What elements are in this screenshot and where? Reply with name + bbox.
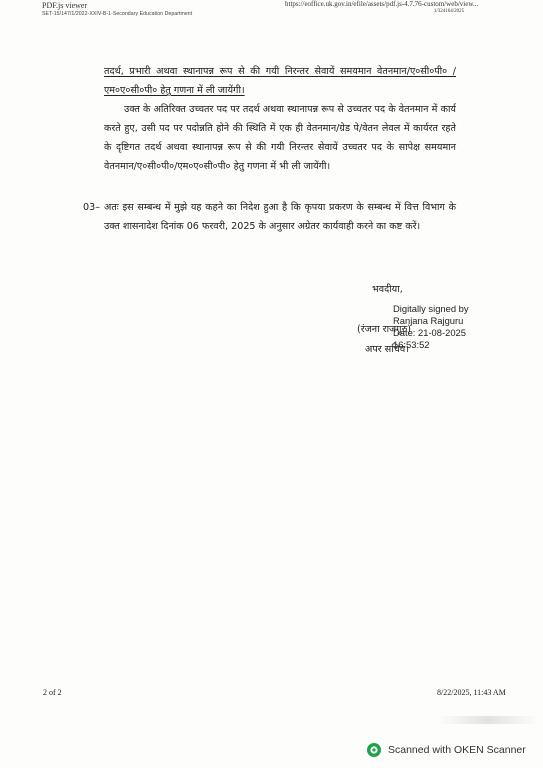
letter-paragraph-1: उक्त के अतिरिक्त उच्चतर पद पर तदर्थ अथवा स्थानापन्न रूप से उच्चतर पद के वेतनमान में कार्य करते हुए, उसी पद पर पदोन्नति होने की स्थिति में एक ही वेतनमान/ग्रेड पे/वेतन लेवल में कार्यरत रहते के दृष्टिगत तदर्थ अथवा स्थानापन्न रूप से की गयी निरन्तर सेवायें उच्चतर पद के सापेक्ष समयमान वेतनमान/ए०सी०पी०/एम०ए०सी०पी० हेतु गणना में भी ली जायेंगी।: [104, 104, 456, 172]
page-reference: 1/324164/2025: [433, 9, 465, 14]
signer-designation: अपर सचिव।: [365, 344, 409, 355]
scan-smudge: [438, 716, 538, 724]
digital-signature-line-2: Ranjana Rajguru: [393, 315, 464, 326]
letter-subject: तदर्थ, प्रभारी अथवा स्थानापन्न रूप से की गयी निरन्तर सेवायें समयमान वेतनमान/ए०सी०पी० /एम०ए०सी०पी० हेतु गणना में ली जायेंगी।: [104, 66, 456, 96]
oken-scanner-logo-icon: [366, 742, 382, 758]
digital-signature-line-4: 16:53:52: [393, 339, 430, 350]
paragraph-number: 03–: [83, 202, 101, 213]
file-number: SET-15/147/1/2022-XXIV-B-1-Secondary Education Department: [42, 11, 193, 17]
paragraph-2-text: अतः इस सम्बन्ध में मुझे यह कहने का निदेश हुआ है कि कृपया प्रकरण के सम्बन्ध में वित्त विभाग के उक्त शासनादेश दिनांक 06 फरवरी, 2025 के अनुसार अग्रेतर कार्यवाही करने का कष्ट करें।: [104, 202, 456, 232]
letter-paragraph-2: [83, 198, 456, 236]
document-url: https://eoffice.uk.gov.in/efile/assets/pdf.js-4.7.76-custom/web/view...: [285, 0, 479, 8]
print-header-right: [285, 0, 478, 16]
page-count: 2 of 2: [43, 688, 62, 697]
print-header-left: [42, 1, 192, 19]
digital-signature-line-3: Date: 21-08-2025: [393, 327, 466, 338]
digital-signature-line-1: Digitally signed by: [393, 303, 469, 314]
viewer-title: PDF.js viewer: [42, 1, 88, 10]
scanner-watermark: [366, 742, 526, 758]
digital-signature-block: [393, 303, 469, 351]
scanner-label: Scanned with OKEN Scanner: [388, 744, 526, 756]
signer-name: (रंजना राजगुरु): [357, 324, 412, 335]
closing-salutation: भवदीया,: [372, 284, 403, 295]
print-datetime: 8/22/2025, 11:43 AM: [437, 688, 506, 697]
